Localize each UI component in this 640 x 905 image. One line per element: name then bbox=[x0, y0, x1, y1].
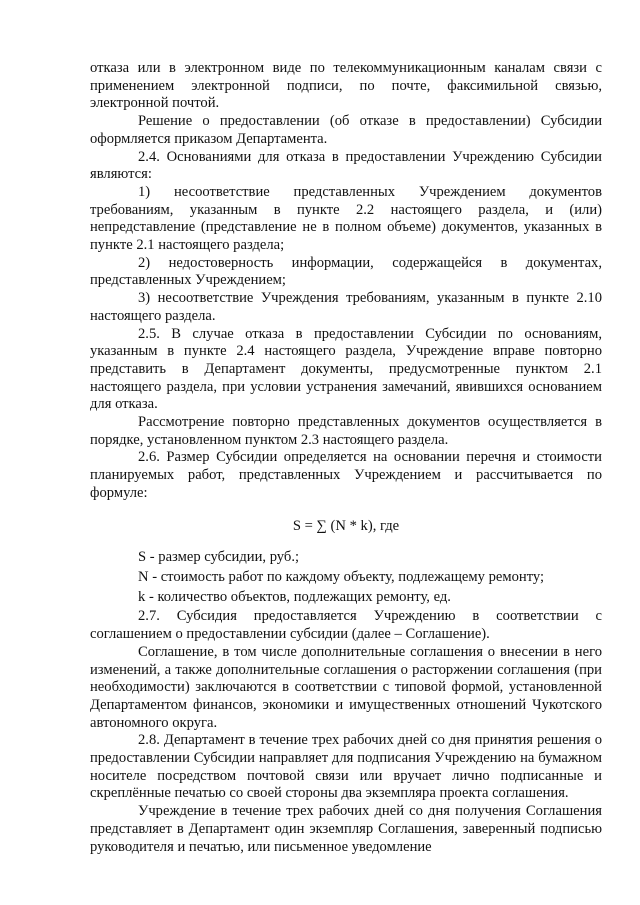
list-item-2: 2) недостоверность информации, содержащейся в документах, представленных Учреждением; bbox=[90, 254, 602, 289]
paragraph-continuation: отказа или в электронном виде по телекоммуникационным каналам связи с применением электронной подписи, по почте, факсимильной связью, электронной почтой. bbox=[90, 60, 602, 112]
paragraph-decision: Решение о предоставлении (об отказе в предоставлении) Субсидии оформляется приказом Департамента. bbox=[90, 113, 602, 147]
definition-s: S - размер субсидии, руб.; bbox=[138, 549, 300, 566]
paragraph-2-7: 2.7. Субсидия предоставляется Учреждению в соответствии с соглашением о предоставлении субсидии (далее – Соглашение). bbox=[90, 608, 602, 643]
paragraph-2-6: 2.6. Размер Субсидии определяется на основании перечня и стоимости планируемых работ, представленных Учреждением и рассчитывается по формуле: bbox=[90, 449, 602, 501]
paragraph-2-4: 2.4. Основаниями для отказа в предоставлении Учреждению Субсидии являются: bbox=[90, 148, 602, 183]
list-item-3: 3) несоответствие Учреждения требованиям, указанным в пункте 2.10 настоящего раздела. bbox=[90, 290, 602, 324]
paragraph-agreement: Соглашение, в том числе дополнительные соглашения о внесении в него изменений, а также дополнительные соглашения о расторжении соглашения (при необходимости) заключаются в соответствии с типовой формой, установленной Департаментом финансов, экономики и имущественных отношений Чукотского автономного округа. bbox=[90, 643, 602, 731]
paragraph-review: Рассмотрение повторно представленных документов осуществляется в порядке, установленном пунктом 2.3 настоящего раздела. bbox=[90, 414, 602, 448]
paragraph-institution: Учреждение в течение трех рабочих дней со дня получения Соглашения представляет в Департамент один экземпляр Соглашения, заверенный подписью руководителя и печатью, или письменное уведомление bbox=[90, 803, 602, 855]
definition-k: k - количество объектов, подлежащих ремонту, ед. bbox=[138, 588, 451, 605]
list-item-1: 1) несоответствие представленных Учреждением документов требованиям, указанным в пункте 2.2 настоящего раздела, и (или) непредставление (представление не в полном объеме) документов, указанных в пункте 2.1 настоящего раздела; bbox=[90, 183, 602, 254]
formula: S = ∑ (N * k), где bbox=[292, 517, 400, 534]
definition-n: N - стоимость работ по каждому объекту, подлежащему ремонту; bbox=[138, 568, 545, 585]
document-body bbox=[90, 60, 602, 856]
paragraph-2-5: 2.5. В случае отказа в предоставлении Субсидии по основаниям, указанным в пункте 2.4 настоящего раздела, Учреждение вправе повторно представить в Департамент документы, предусмотренные пунктом 2.1 настоящего раздела, при условии устранения замечаний, явившихся основанием для отказа. bbox=[90, 325, 602, 413]
paragraph-2-8: 2.8. Департамент в течение трех рабочих дней со дня принятия решения о предоставлении Субсидии направляет для подписания Учреждению на бумажном носителе посредством почтовой связи или вручает лично подписанные и скреплённые печатью со своей стороны два экземпляра проекта соглашения. bbox=[90, 732, 602, 802]
